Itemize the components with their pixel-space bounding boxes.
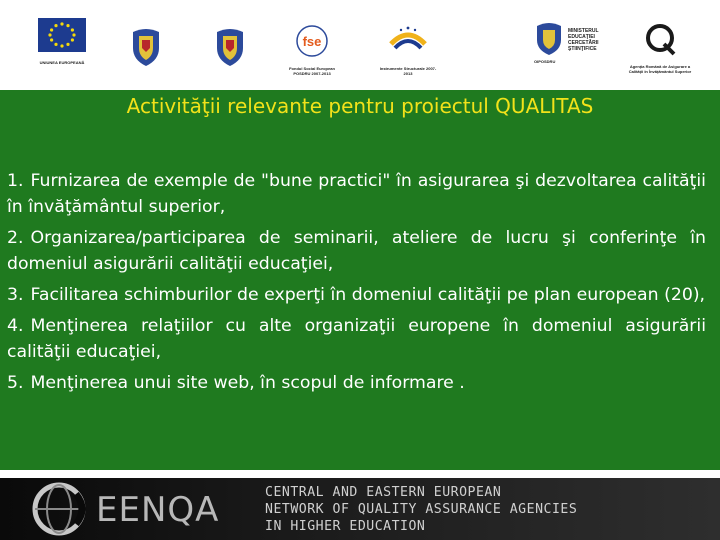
slide-title: Activităţii relevante pentru proiectul QUALITAS [126,94,594,118]
fse-icon [290,24,334,58]
fse-logo [284,24,340,76]
aracis-logo [628,22,692,74]
activities-list [7,168,706,401]
list-item [7,370,706,396]
item-number: 3. [7,285,24,305]
item-number: 2. [7,228,24,248]
ceenqa-brand: EENQA [96,490,220,530]
ceenqa-line: IN HIGHER EDUCATION [265,519,426,534]
ceenqa-banner [0,478,720,540]
separator [0,470,720,478]
instrumente-structurale-icon [385,22,431,58]
coat-of-arms-icon [127,24,165,68]
fse-caption: Fondul Social European POSDRU 2007-2013 [289,66,335,76]
coat-of-arms-logo-1 [126,24,166,73]
eu-flag-logo [36,18,88,65]
ceenqa-line: NETWORK OF QUALITY ASSURANCE AGENCIES [265,502,578,517]
list-item [7,313,706,365]
item-number: 5. [7,373,24,393]
q-letter-icon [638,22,682,56]
item-text: Organizarea/participarea de seminarii, ateliere de lucru şi conferinţe în domeniul asigurării calităţii educaţiei, [7,228,706,274]
item-text: Menţinerea relaţiilor cu alte organizaţii europene în domeniul asigurării calităţii educaţiei, [7,316,706,362]
item-text: Menţinerea unui site web, în scopul de informare . [30,373,465,393]
item-text: Furnizarea de exemple de "bune practici" în asigurarea şi dezvoltarea calităţii în învăţământul superior, [7,171,706,217]
ceenqa-globe-icon [24,480,94,538]
coat-of-arms-icon [211,24,249,68]
svg-text:fse: fse [302,34,322,49]
logo-header [0,0,720,88]
item-text: Facilitarea schimburilor de experţi în domeniul calităţii pe plan european (20), [30,285,706,305]
list-item [7,168,706,220]
coat-of-arms-logo-2 [210,24,250,73]
ministry-coat-of-arms-icon [534,20,564,56]
ministry-subcaption: OIPOSDRU [534,59,556,64]
item-number: 1. [7,171,24,191]
ceenqa-line: CENTRAL AND EASTERN EUROPEAN [265,485,502,500]
list-item [7,225,706,277]
aracis-caption: Agenţia Română de Asigurare a Calităţii în Învăţământul Superior [628,64,692,74]
instrumente-caption: Instrumente Structurale 2007-2013 [379,66,437,76]
eu-caption: UNIUNEA EUROPEANĂ [39,60,85,65]
eu-flag-icon [38,18,86,52]
instrumente-structurale-logo [378,22,438,76]
ministry-logo [534,20,616,64]
list-item [7,282,706,308]
item-number: 4. [7,316,24,336]
ministry-caption: MINISTERUL EDUCAŢIEI CERCETĂRII ŞTIINŢIFICE [568,27,599,52]
ceenqa-full-name [265,484,715,535]
slide-content [0,90,720,470]
